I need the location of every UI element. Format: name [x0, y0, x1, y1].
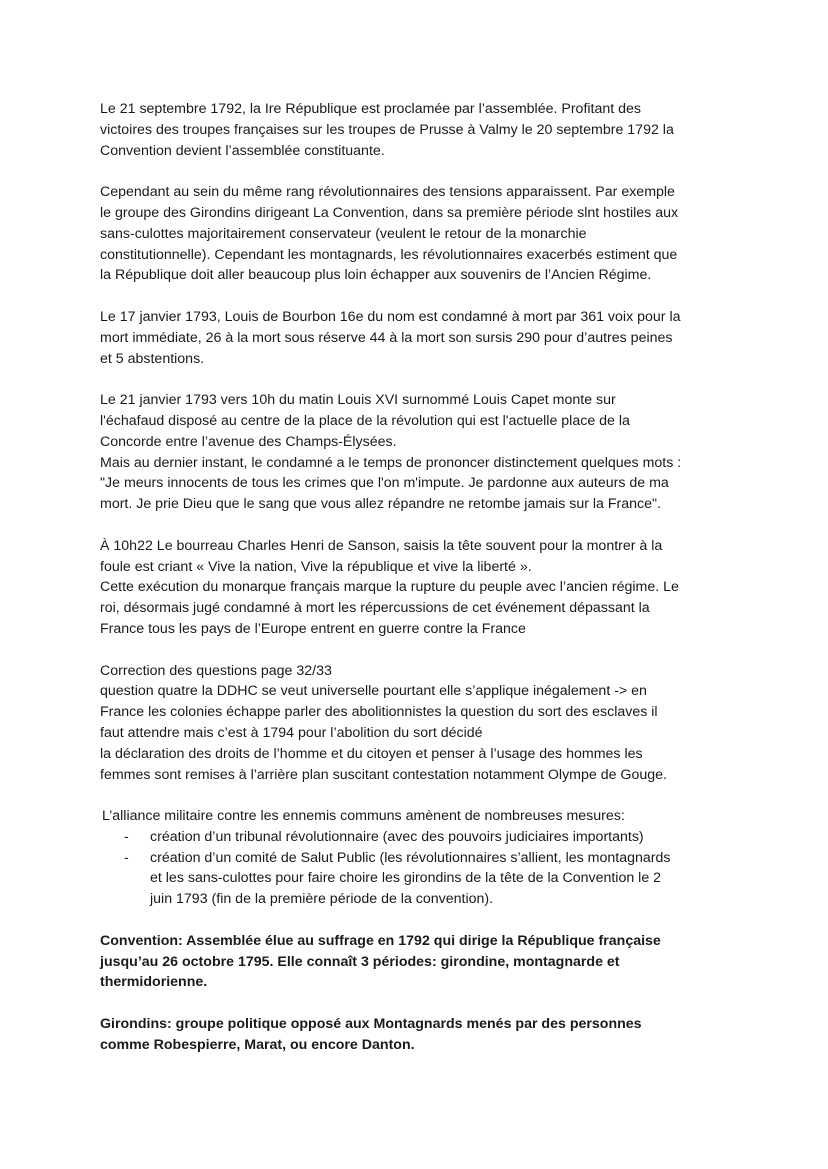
paragraph-correction: [100, 661, 740, 786]
text-line: À 10h22 Le bourreau Charles Henri de Sanson, saisis la tête souvent pour la montrer à la: [100, 537, 663, 554]
text-line: France tous les pays de l’Europe entrent en guerre contre la France: [100, 620, 526, 637]
text-line: Le 17 janvier 1793, Louis de Bourbon 16e du nom est condamné à mort par 361 voix pour la: [100, 308, 681, 325]
text-line: création d’un tribunal révolutionnaire (avec des pouvoirs judiciaires importants): [150, 828, 644, 845]
text-line: Correction des questions page 32/33: [100, 662, 332, 679]
text-line: Convention: Assemblée élue au suffrage en 1792 qui dirige la République française: [100, 932, 661, 949]
document-body: [100, 99, 740, 1056]
definition-convention: [100, 931, 740, 993]
text-line: Cette exécution du monarque français marque la rupture du peuple avec l’ancien régime. Le: [100, 579, 679, 596]
text-line: la République doit aller beaucoup plus loin échapper aux souvenirs de l’Ancien Régime.: [100, 267, 652, 284]
text-line: Convention devient l’assemblée constituante.: [100, 142, 385, 159]
text-line: le groupe des Girondins dirigeant La Convention, dans sa première période slnt hostiles aux: [100, 204, 679, 221]
alliance-list: [100, 827, 740, 910]
text-line: création d’un comité de Salut Public (les révolutionnaires s’allient, les montagnards: [150, 849, 671, 866]
text-line: juin 1793 (fin de la première période de la convention).: [150, 891, 494, 908]
text-line: comme Robespierre, Marat, ou encore Danton.: [100, 1036, 415, 1053]
paragraph-execution: [100, 390, 740, 515]
text-line: et 5 abstentions.: [100, 350, 205, 367]
paragraph-condamnation: [100, 307, 740, 369]
text-line: mort. Je prie Dieu que le sang que vous allez répandre ne retombe jamais sur la France".: [100, 496, 662, 513]
paragraph-tensions: [100, 182, 740, 286]
text-line: constitutionnelle). Cependant les montagnards, les révolutionnaires exacerbés estiment que: [100, 246, 678, 263]
text-line: victoires des troupes françaises sur les troupes de Prusse à Valmy le 20 septembre 1792 la: [100, 121, 674, 138]
text-line: Concorde entre l’avenue des Champs-Élysées.: [100, 433, 397, 450]
text-line: faut attendre mais c’est à 1794 pour l’abolition du sort décidé: [100, 724, 483, 741]
text-line: foule est criant « Vive la nation, Vive la république et vive la liberté ».: [100, 558, 532, 575]
list-item: [100, 848, 740, 910]
paragraph-proclamation: [100, 99, 740, 161]
text-line: Le 21 septembre 1792, la Ire République est proclamée par l’assemblée. Profitant des: [100, 101, 642, 117]
text-line: l'échafaud disposé au centre de la place de la révolution qui est l'actuelle place de la: [100, 412, 630, 429]
definition-girondins: [100, 1014, 740, 1056]
text-line: roi, désormais jugé condamné à mort les répercussions de cet événement dépassant la: [100, 600, 650, 617]
text-line: Mais au dernier instant, le condamné a le temps de prononcer distinctement quelques mots :: [100, 454, 682, 471]
text-line: et les sans-culottes pour faire choire les girondins de la tête de la Convention le 2: [150, 870, 662, 887]
text-line: mort immédiate, 26 à la mort sous réserve 44 à la mort son sursis 290 pour d’autres peines: [100, 329, 673, 346]
text-line: Le 21 janvier 1793 vers 10h du matin Louis XVI surnommé Louis Capet monte sur: [100, 392, 616, 409]
text-line: femmes sont remises à l’arrière plan suscitant contestation notamment Olympe de Gouge.: [100, 766, 667, 783]
text-line: thermidorienne.: [100, 974, 208, 991]
text-line: jusqu’au 26 octobre 1795. Elle connaît 3 périodes: girondine, montagnarde et: [100, 953, 620, 970]
list-item: [100, 827, 740, 848]
alliance-intro: L’alliance militaire contre les ennemis communs amènent de nombreuses mesures:: [102, 808, 625, 825]
text-line: sans-culottes majoritairement conservateur (veulent le retour de la monarchie: [100, 225, 587, 242]
bullet-dash: -: [124, 828, 129, 845]
text-line: Cependant au sein du même rang révolutionnaires des tensions apparaissent. Par exemple: [100, 184, 675, 201]
text-line: Girondins: groupe politique opposé aux Montagnards menés par des personnes: [100, 1016, 642, 1033]
text-line: la déclaration des droits de l’homme et du citoyen et penser à l’usage des hommes les: [100, 745, 643, 762]
bullet-dash: -: [124, 849, 129, 866]
text-line: France les colonies échappe parler des abolitionnistes la question du sort des esclaves il: [100, 704, 658, 721]
paragraph-bourreau: [100, 536, 740, 640]
text-line: "Je meurs innocents de tous les crimes que l'on m'impute. Je pardonne aux auteurs de ma: [100, 475, 669, 492]
text-line: question quatre la DDHC se veut universelle pourtant elle s’applique inégalement -> en: [100, 683, 647, 700]
